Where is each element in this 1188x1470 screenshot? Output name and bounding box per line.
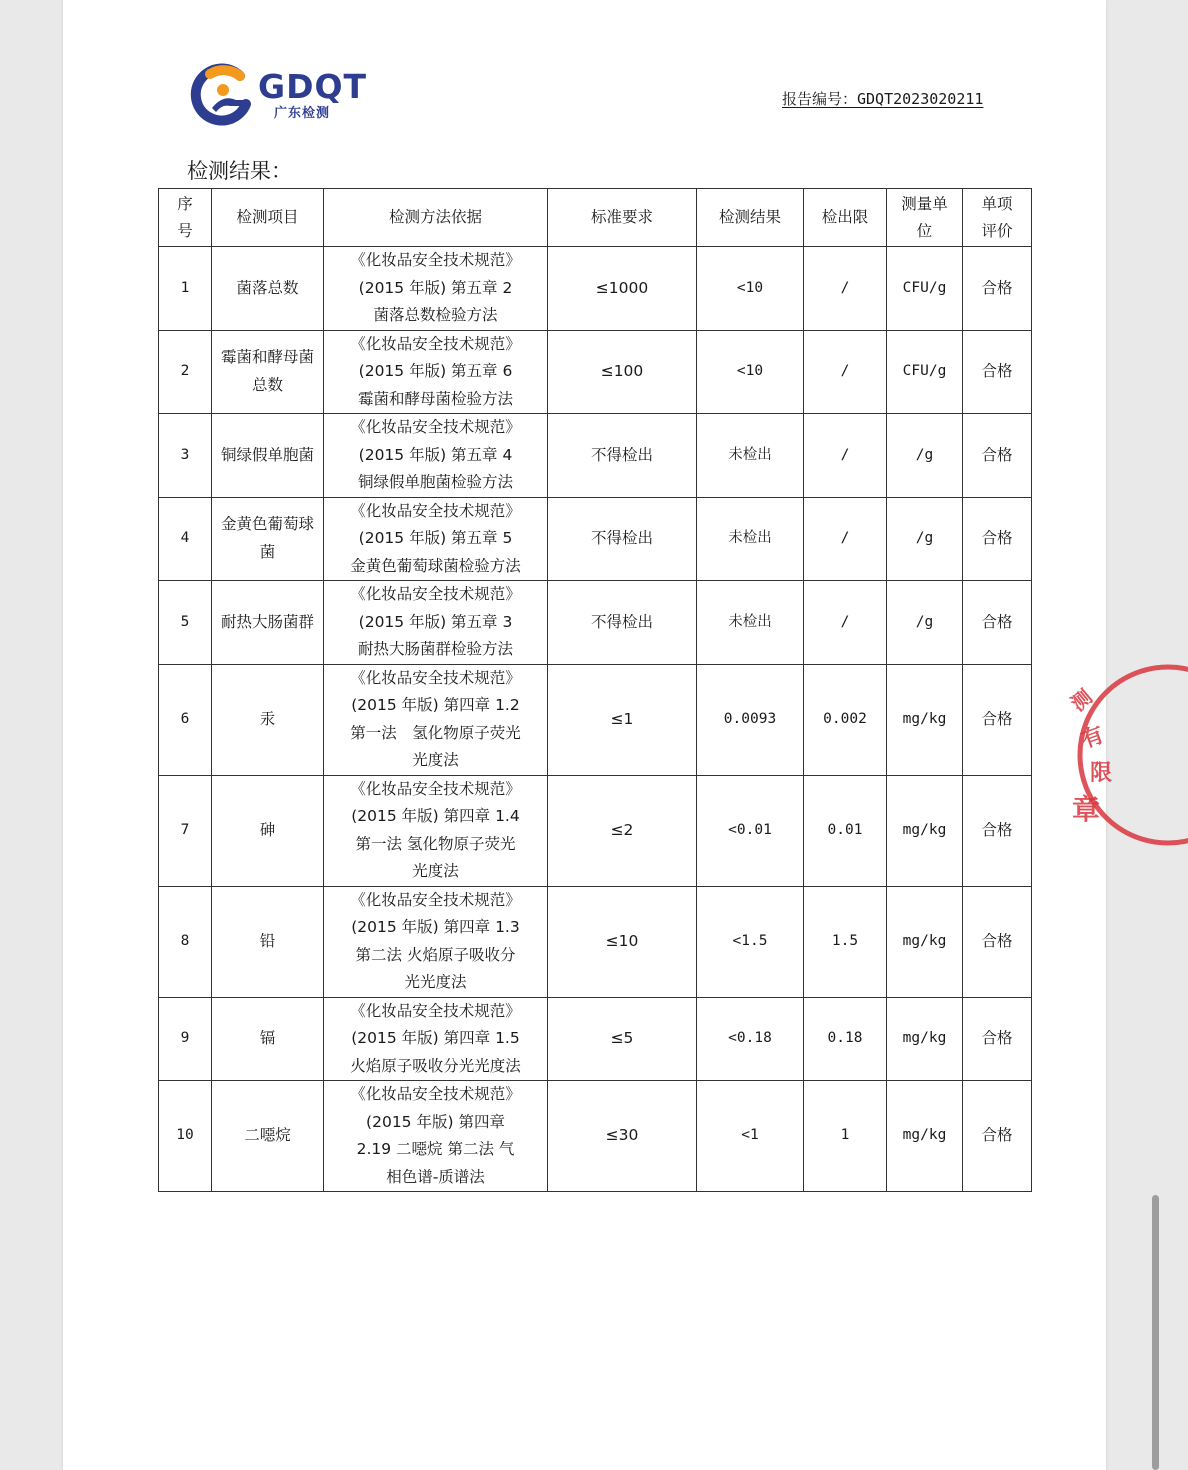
method-line: 铜绿假单胞菌检验方法 bbox=[357, 473, 513, 491]
detection-limit-cell: 0.002 bbox=[804, 664, 887, 775]
measurement-unit-cell: mg/kg bbox=[887, 1081, 963, 1192]
test-result-cell: <0.18 bbox=[697, 997, 804, 1081]
method-line: 火焰原子吸收分光光度法 bbox=[350, 1056, 521, 1075]
standard-requirement-cell: ≤100 bbox=[548, 330, 697, 414]
test-item-cell: 霉菌和酵母菌总数 bbox=[212, 330, 324, 414]
col-header-method: 检测方法依据 bbox=[324, 189, 548, 247]
table-row bbox=[159, 1081, 1032, 1192]
method-line: (2015 年版) 第五章 3 bbox=[358, 612, 513, 631]
method-line: (2015 年版) 第四章 1.5 bbox=[351, 1029, 520, 1047]
evaluation-cell: 合格 bbox=[963, 997, 1032, 1081]
col-header-result: 检测结果 bbox=[697, 189, 804, 247]
method-line: 耐热大肠菌群检验方法 bbox=[357, 640, 513, 658]
detection-limit-cell: / bbox=[804, 330, 887, 414]
table-body bbox=[159, 247, 1032, 1192]
evaluation-cell: 合格 bbox=[963, 581, 1032, 665]
test-method-cell bbox=[324, 247, 548, 331]
method-line: 光光度法 bbox=[404, 973, 467, 991]
test-result-cell: <0.01 bbox=[697, 775, 804, 886]
method-line: 《化妆品安全技术规范》 bbox=[350, 501, 521, 520]
test-method-cell bbox=[324, 330, 548, 414]
table-row bbox=[159, 247, 1032, 331]
method-line: (2015 年版) 第四章 bbox=[366, 1112, 505, 1131]
section-title: 检测结果： bbox=[187, 159, 292, 183]
method-line: 光度法 bbox=[412, 751, 459, 769]
test-method-cell bbox=[324, 414, 548, 498]
measurement-unit-cell: mg/kg bbox=[887, 775, 963, 886]
col-header-unit: 测量单位 bbox=[887, 189, 963, 247]
standard-requirement-cell: ≤30 bbox=[548, 1081, 697, 1192]
test-item-cell: 铅 bbox=[212, 886, 324, 997]
standard-requirement-cell: 不得检出 bbox=[548, 497, 697, 581]
test-method-cell bbox=[324, 581, 548, 665]
col-header-standard: 标准要求 bbox=[548, 189, 697, 247]
gdqt-logo bbox=[190, 62, 380, 130]
test-item-cell: 二噁烷 bbox=[212, 1081, 324, 1192]
standard-requirement-cell: ≤1 bbox=[548, 664, 697, 775]
standard-requirement-cell: 不得检出 bbox=[548, 581, 697, 665]
table-header-row bbox=[159, 189, 1032, 247]
method-line: 相色谱-质谱法 bbox=[386, 1167, 485, 1186]
col-header-no: 序号 bbox=[159, 189, 212, 247]
method-line: 《化妆品安全技术规范》 bbox=[350, 251, 521, 269]
detection-limit-cell: 1.5 bbox=[804, 886, 887, 997]
table-row bbox=[159, 775, 1032, 886]
test-result-cell: 0.0093 bbox=[697, 664, 804, 775]
standard-requirement-cell: ≤5 bbox=[548, 997, 697, 1081]
method-line: 2.19 二噁烷 第二法 气 bbox=[356, 1140, 515, 1158]
method-line: 光度法 bbox=[412, 862, 459, 880]
method-line: 第一法 氢化物原子荧光 bbox=[355, 834, 516, 853]
col-header-item: 检测项目 bbox=[212, 189, 324, 247]
logo-wordmark: GDQT bbox=[258, 67, 368, 106]
row-number-cell: 7 bbox=[159, 775, 212, 886]
test-item-cell: 菌落总数 bbox=[212, 247, 324, 331]
measurement-unit-cell: /g bbox=[887, 497, 963, 581]
method-line: 《化妆品安全技术规范》 bbox=[350, 779, 521, 798]
measurement-unit-cell: /g bbox=[887, 581, 963, 665]
evaluation-cell: 合格 bbox=[963, 247, 1032, 331]
logo-mark-icon bbox=[190, 64, 254, 128]
standard-requirement-cell: ≤2 bbox=[548, 775, 697, 886]
method-line: (2015 年版) 第四章 1.4 bbox=[351, 807, 520, 825]
test-item-cell: 耐热大肠菌群 bbox=[212, 581, 324, 665]
evaluation-cell: 合格 bbox=[963, 664, 1032, 775]
measurement-unit-cell: mg/kg bbox=[887, 886, 963, 997]
method-line: (2015 年版) 第五章 4 bbox=[358, 445, 513, 464]
method-line: 《化妆品安全技术规范》 bbox=[350, 1001, 521, 1020]
row-number-cell: 6 bbox=[159, 664, 212, 775]
test-result-cell: 未检出 bbox=[697, 581, 804, 665]
table-row bbox=[159, 497, 1032, 581]
test-item-cell: 铜绿假单胞菌 bbox=[212, 414, 324, 498]
detection-limit-cell: / bbox=[804, 497, 887, 581]
method-line: (2015 年版) 第五章 6 bbox=[358, 362, 513, 380]
col-header-eval: 单项评价 bbox=[963, 189, 1032, 247]
detection-limit-cell: 0.18 bbox=[804, 997, 887, 1081]
method-line: 霉菌和酵母菌检验方法 bbox=[357, 389, 513, 408]
svg-text:测: 测 bbox=[1065, 684, 1097, 716]
evaluation-cell: 合格 bbox=[963, 414, 1032, 498]
test-method-cell bbox=[324, 664, 548, 775]
test-item-cell: 汞 bbox=[212, 664, 324, 775]
evaluation-cell: 合格 bbox=[963, 330, 1032, 414]
method-line: 《化妆品安全技术规范》 bbox=[350, 668, 521, 687]
results-table bbox=[158, 188, 1032, 1192]
measurement-unit-cell: mg/kg bbox=[887, 664, 963, 775]
row-number-cell: 8 bbox=[159, 886, 212, 997]
method-line: 《化妆品安全技术规范》 bbox=[350, 1085, 521, 1103]
test-result-cell: <10 bbox=[697, 330, 804, 414]
detection-limit-cell: 1 bbox=[804, 1081, 887, 1192]
scrollbar[interactable] bbox=[1152, 1195, 1159, 1470]
evaluation-cell: 合格 bbox=[963, 775, 1032, 886]
evaluation-cell: 合格 bbox=[963, 497, 1032, 581]
method-line: (2015 年版) 第四章 1.2 bbox=[351, 696, 520, 714]
measurement-unit-cell: CFU/g bbox=[887, 247, 963, 331]
test-method-cell bbox=[324, 497, 548, 581]
method-line: 《化妆品安全技术规范》 bbox=[350, 585, 521, 603]
company-seal-stamp bbox=[1065, 655, 1113, 855]
measurement-unit-cell: /g bbox=[887, 414, 963, 498]
test-method-cell bbox=[324, 775, 548, 886]
method-line: (2015 年版) 第五章 5 bbox=[358, 529, 513, 547]
detection-limit-cell: 0.01 bbox=[804, 775, 887, 886]
row-number-cell: 2 bbox=[159, 330, 212, 414]
table-row bbox=[159, 581, 1032, 665]
evaluation-cell: 合格 bbox=[963, 886, 1032, 997]
svg-text:章: 章 bbox=[1072, 793, 1101, 826]
method-line: (2015 年版) 第五章 2 bbox=[358, 278, 513, 297]
standard-requirement-cell: ≤1000 bbox=[548, 247, 697, 331]
row-number-cell: 1 bbox=[159, 247, 212, 331]
test-result-cell: <10 bbox=[697, 247, 804, 331]
test-result-cell: 未检出 bbox=[697, 497, 804, 581]
logo-subtitle: 广东检测 bbox=[274, 106, 331, 121]
svg-text:限: 限 bbox=[1090, 761, 1113, 786]
table-row bbox=[159, 414, 1032, 498]
test-item-cell: 砷 bbox=[212, 775, 324, 886]
row-number-cell: 3 bbox=[159, 414, 212, 498]
table-row bbox=[159, 664, 1032, 775]
method-line: 菌落总数检验方法 bbox=[373, 306, 498, 324]
row-number-cell: 4 bbox=[159, 497, 212, 581]
test-method-cell bbox=[324, 997, 548, 1081]
test-item-cell: 镉 bbox=[212, 997, 324, 1081]
table-row bbox=[159, 330, 1032, 414]
report-number: 报告编号：GDQT2023020211 bbox=[782, 90, 984, 108]
row-number-cell: 9 bbox=[159, 997, 212, 1081]
test-method-cell bbox=[324, 1081, 548, 1192]
method-line: 金黄色葡萄球菌检验方法 bbox=[350, 556, 521, 575]
measurement-unit-cell: mg/kg bbox=[887, 997, 963, 1081]
measurement-unit-cell: CFU/g bbox=[887, 330, 963, 414]
method-line: 《化妆品安全技术规范》 bbox=[350, 418, 521, 436]
method-line: 《化妆品安全技术规范》 bbox=[350, 334, 521, 353]
method-line: 第二法 火焰原子吸收分 bbox=[355, 945, 516, 964]
test-method-cell bbox=[324, 886, 548, 997]
table-row bbox=[159, 997, 1032, 1081]
test-item-cell: 金黄色葡萄球菌 bbox=[212, 497, 324, 581]
standard-requirement-cell: 不得检出 bbox=[548, 414, 697, 498]
col-header-limit: 检出限 bbox=[804, 189, 887, 247]
standard-requirement-cell: ≤10 bbox=[548, 886, 697, 997]
evaluation-cell: 合格 bbox=[963, 1081, 1032, 1192]
row-number-cell: 10 bbox=[159, 1081, 212, 1192]
method-line: 第一法 氢化物原子荧光 bbox=[350, 723, 521, 742]
method-line: (2015 年版) 第四章 1.3 bbox=[351, 918, 520, 936]
table-row bbox=[159, 886, 1032, 997]
test-result-cell: <1 bbox=[697, 1081, 804, 1192]
test-result-cell: <1.5 bbox=[697, 886, 804, 997]
row-number-cell: 5 bbox=[159, 581, 212, 665]
method-line: 《化妆品安全技术规范》 bbox=[350, 890, 521, 909]
detection-limit-cell: / bbox=[804, 247, 887, 331]
detection-limit-cell: / bbox=[804, 414, 887, 498]
test-result-cell: 未检出 bbox=[697, 414, 804, 498]
detection-limit-cell: / bbox=[804, 581, 887, 665]
svg-text:有: 有 bbox=[1078, 722, 1108, 754]
